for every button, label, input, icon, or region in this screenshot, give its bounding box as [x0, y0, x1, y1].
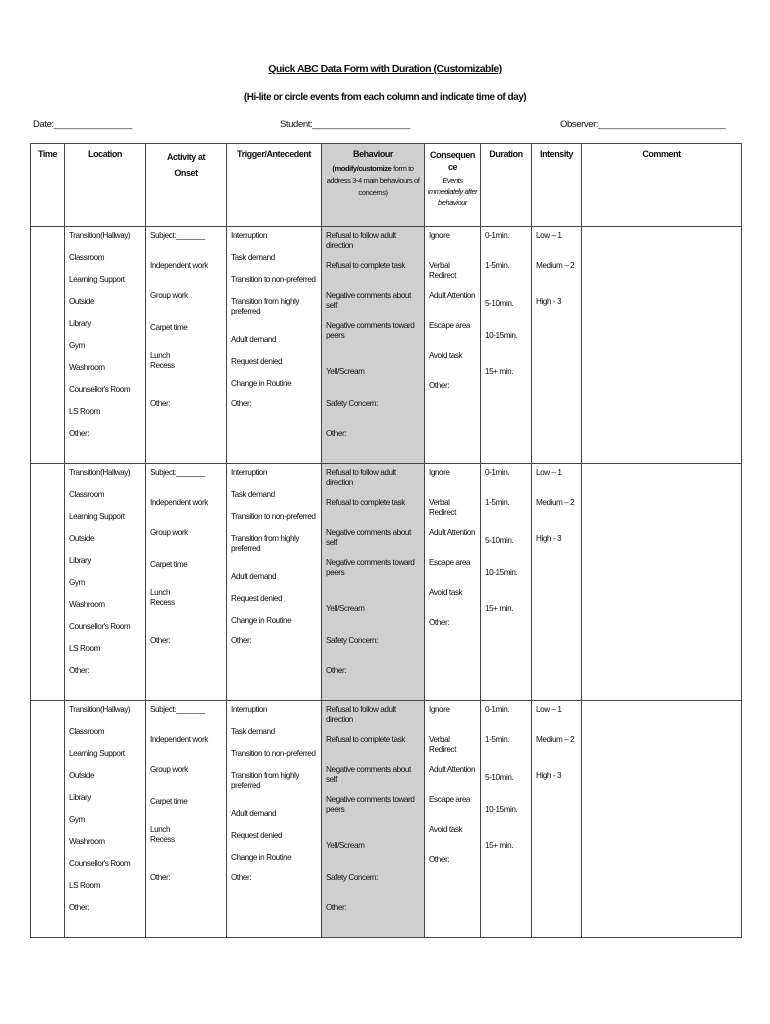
behaviour-option[interactable]: Refusal to follow adult direction [326, 705, 396, 724]
behaviour-note-text: form to address 3-4 main behaviours of concerns) [326, 164, 420, 197]
duration-option[interactable]: 10-15min. [485, 331, 518, 340]
behaviour-option[interactable]: Negative comments about self [326, 765, 411, 784]
duration-option[interactable]: 10-15min. [485, 568, 518, 577]
trigger-option[interactable]: Change in Routine [231, 853, 292, 862]
location-option[interactable]: Counsellor's Room [69, 622, 131, 631]
location-option[interactable]: Learning Support [69, 275, 125, 284]
trigger-option[interactable]: Task demand [231, 253, 275, 262]
location-option[interactable]: Library [69, 319, 91, 328]
behaviour-option[interactable]: Safety Concern: [326, 399, 378, 408]
trigger-option[interactable]: Transition from highly preferred [231, 297, 300, 316]
behaviour-option[interactable]: Refusal to follow adult direction [326, 468, 396, 487]
activity-option[interactable]: Other: [150, 636, 171, 645]
activity-option[interactable]: Other: [150, 873, 171, 882]
behaviour-option[interactable]: Negative comments toward peers [326, 558, 415, 577]
comment-cell[interactable] [582, 701, 742, 938]
intensity-option[interactable]: High - 3 [536, 297, 562, 306]
trigger-option[interactable]: Adult demand [231, 335, 277, 344]
location-option[interactable]: Gym [69, 341, 85, 350]
activity-option[interactable]: Lunch Recess [150, 351, 175, 370]
consequence-option[interactable]: Ignore [429, 231, 450, 240]
behaviour-option[interactable]: Other: [326, 666, 347, 675]
duration-cell [481, 464, 532, 701]
trigger-option[interactable]: Task demand [231, 490, 275, 499]
duration-option[interactable]: 15+ min. [485, 604, 514, 613]
intensity-cell [532, 227, 582, 464]
location-option[interactable]: Gym [69, 578, 85, 587]
header-row [31, 144, 742, 227]
time-cell[interactable] [31, 227, 65, 464]
duration-option[interactable]: 15+ min. [485, 841, 514, 850]
behaviour-option[interactable]: Safety Concern: [326, 636, 378, 645]
col-comment: Comment [582, 144, 742, 227]
location-option[interactable]: LS Room [69, 881, 100, 890]
location-option[interactable]: Learning Support [69, 749, 125, 758]
activity-option[interactable]: Group work [150, 291, 188, 300]
intensity-option[interactable]: High - 3 [536, 534, 562, 543]
behaviour-cell [322, 701, 425, 938]
col-time: Time [31, 144, 65, 227]
duration-option[interactable]: 5-10min. [485, 536, 514, 545]
location-option[interactable]: Classroom [69, 490, 105, 499]
col-activity-label: Activity at Onset [166, 152, 206, 178]
location-option[interactable]: Other: [69, 429, 90, 438]
behaviour-option[interactable]: Refusal to follow adult direction [326, 231, 396, 250]
activity-option[interactable]: Independent work [150, 261, 208, 270]
consequence-option[interactable]: Avoid task [429, 351, 463, 360]
intensity-option[interactable]: Medium – 2 [536, 261, 575, 270]
consequence-option[interactable]: Avoid task [429, 588, 463, 597]
location-option[interactable]: LS Room [69, 644, 100, 653]
consequence-option[interactable]: Escape area [429, 321, 471, 330]
location-option[interactable]: LS Room [69, 407, 100, 416]
duration-option[interactable]: 1-5min. [485, 498, 510, 507]
trigger-option[interactable]: Transition to non-preferred [231, 749, 316, 758]
duration-option[interactable]: 15+ min. [485, 367, 514, 376]
duration-option[interactable]: 0-1min. [485, 705, 510, 714]
consequence-option[interactable]: Adult Attention [429, 291, 476, 300]
activity-option[interactable]: Lunch Recess [150, 588, 175, 607]
activity-cell [146, 227, 227, 464]
behaviour-option[interactable]: Refusal to complete task [326, 498, 405, 507]
date-field[interactable]: Date:________________ [33, 119, 132, 130]
location-option[interactable]: Other: [69, 903, 90, 912]
activity-option[interactable]: Group work [150, 528, 188, 537]
activity-cell [146, 701, 227, 938]
location-option[interactable]: Gym [69, 815, 85, 824]
trigger-option[interactable]: Interruption [231, 468, 268, 477]
comment-cell[interactable] [582, 227, 742, 464]
duration-cell [481, 701, 532, 938]
behaviour-option[interactable]: Refusal to complete task [326, 261, 405, 270]
consequence-option[interactable]: Escape area [429, 558, 471, 567]
activity-option[interactable]: Subject:_______ [150, 468, 205, 477]
trigger-option[interactable]: Other: [231, 399, 252, 408]
activity-option[interactable]: Carpet time [150, 560, 188, 569]
location-option[interactable]: Washroom [69, 600, 105, 609]
time-cell[interactable] [31, 464, 65, 701]
entry-row [31, 701, 742, 938]
behaviour-option[interactable]: Negative comments about self [326, 528, 411, 547]
intensity-option[interactable]: Medium – 2 [536, 498, 575, 507]
consequence-option[interactable]: Other: [429, 855, 450, 864]
location-option[interactable]: Other: [69, 666, 90, 675]
consequence-option[interactable]: Ignore [429, 705, 450, 714]
duration-option[interactable]: 10-15min. [485, 805, 518, 814]
student-field[interactable]: Student:____________________ [280, 119, 410, 130]
behaviour-option[interactable]: Other: [326, 429, 347, 438]
activity-option[interactable]: Group work [150, 765, 188, 774]
intensity-option[interactable]: Low – 1 [536, 231, 562, 240]
intensity-option[interactable]: High - 3 [536, 771, 562, 780]
comment-cell[interactable] [582, 464, 742, 701]
form-title: Quick ABC Data Form with Duration (Customizable) [268, 63, 502, 75]
location-option[interactable]: Outside [69, 534, 95, 543]
trigger-option[interactable]: Transition from highly preferred [231, 534, 300, 553]
trigger-cell [227, 464, 322, 701]
intensity-option[interactable]: Low – 1 [536, 705, 562, 714]
location-option[interactable]: Transition(Hallway) [69, 231, 131, 240]
behaviour-option[interactable]: Negative comments about self [326, 291, 411, 310]
col-activity [146, 144, 227, 227]
observer-field[interactable]: Observer:__________________________ [560, 119, 726, 130]
col-intensity: Intensity [532, 144, 582, 227]
location-option[interactable]: Counsellor's Room [69, 385, 131, 394]
consequence-option[interactable]: Escape area [429, 795, 471, 804]
location-option[interactable]: Outside [69, 297, 95, 306]
activity-option[interactable]: Other: [150, 399, 171, 408]
intensity-cell [532, 464, 582, 701]
form-subtitle: (Hi-lite or circle events from each column and indicate time of day) [243, 92, 527, 103]
consequence-cell [425, 464, 481, 701]
trigger-option[interactable]: Other: [231, 873, 252, 882]
consequence-option[interactable]: Adult Attention [429, 528, 476, 537]
trigger-option[interactable]: Change in Routine [231, 379, 292, 388]
activity-option[interactable]: Independent work [150, 498, 208, 507]
duration-option[interactable]: 1-5min. [485, 735, 510, 744]
location-option[interactable]: Learning Support [69, 512, 125, 521]
time-cell[interactable] [31, 701, 65, 938]
trigger-option[interactable]: Transition from highly preferred [231, 771, 300, 790]
trigger-option[interactable]: Task demand [231, 727, 275, 736]
behaviour-option[interactable]: Other: [326, 903, 347, 912]
consequence-option[interactable]: Avoid task [429, 825, 463, 834]
activity-option[interactable]: Independent work [150, 735, 208, 744]
consequence-cell [425, 227, 481, 464]
col-behaviour-label: Behaviour [353, 149, 393, 159]
abc-data-table [30, 143, 742, 938]
trigger-option[interactable]: Transition to non-preferred [231, 275, 316, 284]
activity-option[interactable]: Carpet time [150, 323, 188, 332]
duration-option[interactable]: 5-10min. [485, 773, 514, 782]
behaviour-option[interactable]: Refusal to complete task [326, 735, 405, 744]
location-option[interactable]: Washroom [69, 837, 105, 846]
location-option[interactable]: Classroom [69, 727, 105, 736]
trigger-cell [227, 701, 322, 938]
location-option[interactable]: Classroom [69, 253, 105, 262]
behaviour-option[interactable]: Negative comments toward peers [326, 321, 415, 340]
duration-option[interactable]: 0-1min. [485, 468, 510, 477]
location-option[interactable]: Library [69, 793, 91, 802]
trigger-option[interactable]: Transition to non-preferred [231, 512, 316, 521]
consequence-option[interactable]: Other: [429, 381, 450, 390]
consequence-option[interactable]: Verbal Redirect [429, 498, 456, 517]
col-consequence [425, 144, 481, 227]
behaviour-note [322, 163, 424, 199]
location-option[interactable]: Washroom [69, 363, 105, 372]
consequence-option[interactable]: Other: [429, 618, 450, 627]
entry-row [31, 227, 742, 464]
col-behaviour [322, 144, 425, 227]
consequence-option[interactable]: Adult Attention [429, 765, 476, 774]
location-option[interactable]: Library [69, 556, 91, 565]
behaviour-cell [322, 464, 425, 701]
duration-option[interactable]: 1-5min. [485, 261, 510, 270]
behaviour-option[interactable]: Yell/Scream [326, 841, 365, 850]
trigger-cell [227, 227, 322, 464]
duration-option[interactable]: 5-10min. [485, 299, 514, 308]
entry-row [31, 464, 742, 701]
location-cell [65, 227, 146, 464]
activity-option[interactable]: Subject:_______ [150, 705, 205, 714]
consequence-option[interactable]: Verbal Redirect [429, 735, 456, 754]
location-cell [65, 464, 146, 701]
trigger-option[interactable]: Adult demand [231, 809, 277, 818]
activity-option[interactable]: Lunch Recess [150, 825, 175, 844]
activity-option[interactable]: Carpet time [150, 797, 188, 806]
consequence-note: Events immediately after behaviour [427, 176, 478, 207]
intensity-option[interactable]: Medium – 2 [536, 735, 575, 744]
trigger-option[interactable]: Change in Routine [231, 616, 292, 625]
consequence-option[interactable]: Ignore [429, 468, 450, 477]
behaviour-option[interactable]: Safety Concern: [326, 873, 378, 882]
duration-option[interactable]: 0-1min. [485, 231, 510, 240]
location-option[interactable]: Transition(Hallway) [69, 468, 131, 477]
trigger-option[interactable]: Request denied [231, 831, 283, 840]
consequence-cell [425, 701, 481, 938]
trigger-option[interactable]: Other: [231, 636, 252, 645]
location-option[interactable]: Counsellor's Room [69, 859, 131, 868]
trigger-option[interactable]: Request denied [231, 357, 283, 366]
behaviour-option[interactable]: Yell/Scream [326, 367, 365, 376]
duration-cell [481, 227, 532, 464]
trigger-option[interactable]: Interruption [231, 231, 268, 240]
col-location: Location [65, 144, 146, 227]
activity-option[interactable]: Subject:_______ [150, 231, 205, 240]
behaviour-option[interactable]: Negative comments toward peers [326, 795, 415, 814]
behaviour-cell [322, 227, 425, 464]
intensity-option[interactable]: Low – 1 [536, 468, 562, 477]
location-option[interactable]: Transition(Hallway) [69, 705, 131, 714]
location-cell [65, 701, 146, 938]
activity-cell [146, 464, 227, 701]
intensity-cell [532, 701, 582, 938]
behaviour-note-bold: (modify/customize [332, 164, 392, 173]
col-duration: Duration [481, 144, 532, 227]
trigger-option[interactable]: Interruption [231, 705, 268, 714]
consequence-option[interactable]: Verbal Redirect [429, 261, 456, 280]
location-option[interactable]: Outside [69, 771, 95, 780]
col-trigger: Trigger/Antecedent [227, 144, 322, 227]
behaviour-option[interactable]: Yell/Scream [326, 604, 365, 613]
trigger-option[interactable]: Adult demand [231, 572, 277, 581]
col-consequence-label: Consequence [430, 150, 475, 172]
trigger-option[interactable]: Request denied [231, 594, 283, 603]
